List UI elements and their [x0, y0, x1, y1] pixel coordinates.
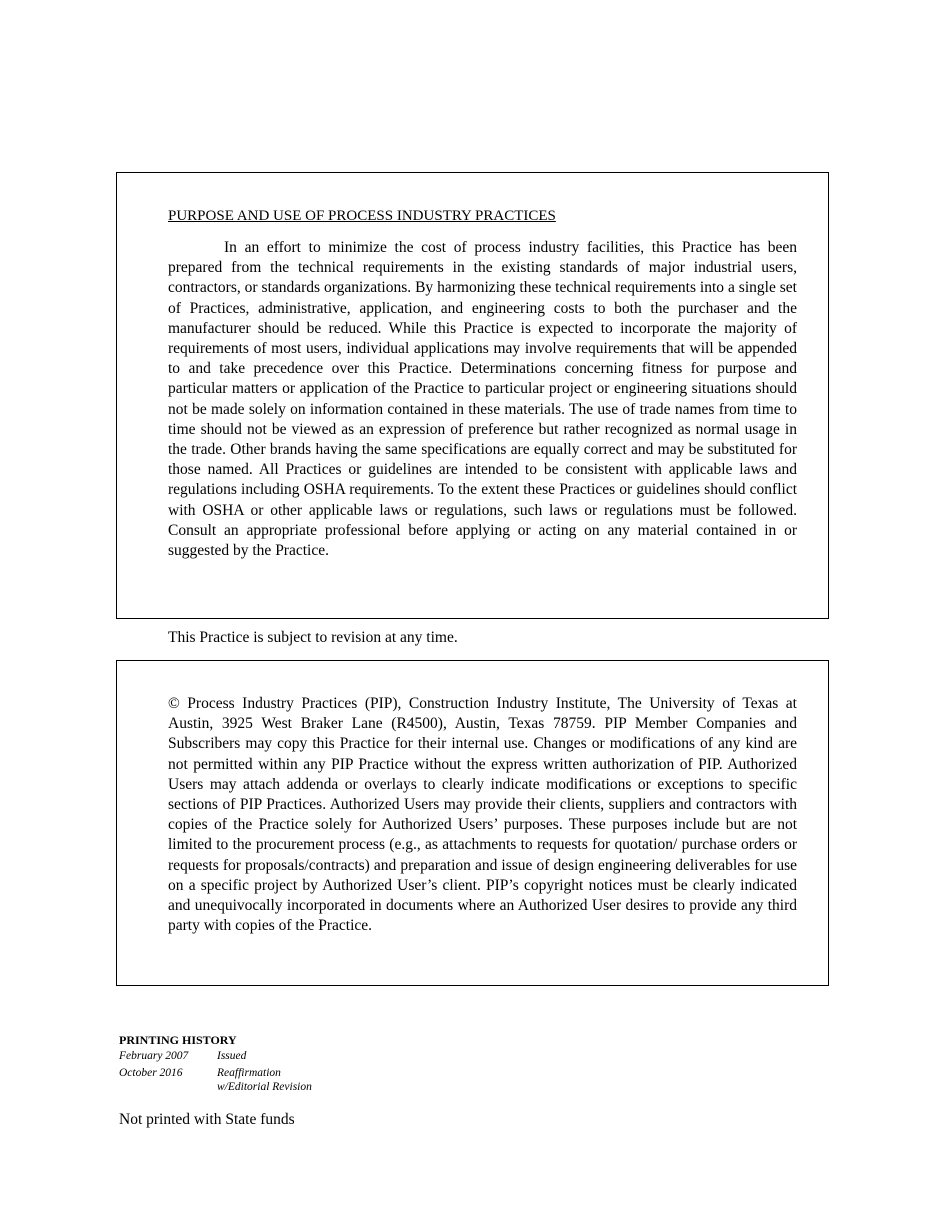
funds-note: Not printed with State funds [119, 1111, 295, 1128]
revision-note: This Practice is subject to revision at any time. [168, 629, 458, 646]
printing-history-entry [119, 1049, 519, 1063]
purpose-heading: PURPOSE AND USE OF PROCESS INDUSTRY PRACTICES [168, 208, 556, 224]
copyright-paragraph: © Process Industry Practices (PIP), Construction Industry Institute, The University of Texas at Austin, 3925 West Braker Lane (R4500), Austin, Texas 78759. PIP Member Companies and Subscribers may copy this Practice for their internal use. Changes or modifications of any kind are not permitted within any PIP Practice without the express written authorization of PIP. Authorized Users may attach addenda or overlays to clearly indicate modifications or exceptions to specific sections of PIP Practices. Authorized Users may provide their clients, suppliers and contractors with copies of the Practice solely for Authorized Users’ purposes. These purposes include but are not limited to the procurement process (e.g., as attachments to requests for quotation/ purchase orders or requests for proposals/contracts) and preparation and issue of design engineering deliverables for use on a specific project by Authorized User’s client. PIP’s copyright notices must be clearly indicated and unequivocally incorporated in documents where an Authorized User desires to provide any third party with copies of the Practice. [168, 695, 797, 935]
printing-history-title: PRINTING HISTORY [119, 1033, 237, 1047]
purpose-content [168, 206, 797, 561]
entry-event: Reaffirmation w/Editorial Revision [217, 1067, 312, 1093]
printing-history [119, 1032, 519, 1094]
entry-date: October 2016 [119, 1067, 183, 1079]
copyright-content [168, 694, 797, 936]
copyright-box [116, 660, 829, 986]
entry-event: Issued [217, 1050, 247, 1062]
printing-history-entry [119, 1066, 519, 1094]
entry-date: February 2007 [119, 1050, 189, 1062]
purpose-box [116, 172, 829, 619]
purpose-paragraph: In an effort to minimize the cost of process industry facilities, this Practice has been prepared from the technical requirements in the existing standards of major industrial users, contractors, or standards organizations. By harmonizing these technical requirements into a single set of Practices, administrative, application, and engineering costs to both the purchaser and the manufacturer should be reduced. While this Practice is expected to incorporate the majority of requirements of most users, individual applications may involve requirements that will be appended to and take precedence over this Practice. Determinations concerning fitness for purpose and particular matters or application of the Practice to particular project or engineering situations should not be made solely on information contained in these materials. The use of trade names from time to time should not be viewed as an expression of preference but rather recognized as normal usage in the trade. Other brands having the same specifications are equally correct and may be substituted for those named. All Practices or guidelines are intended to be consistent with applicable laws and regulations including OSHA requirements. To the extent these Practices or guidelines should conflict with OSHA or other applicable laws or regulations, such laws or regulations must be followed. Consult an appropriate professional before applying or acting on any material contained in or suggested by the Practice. [168, 239, 797, 560]
